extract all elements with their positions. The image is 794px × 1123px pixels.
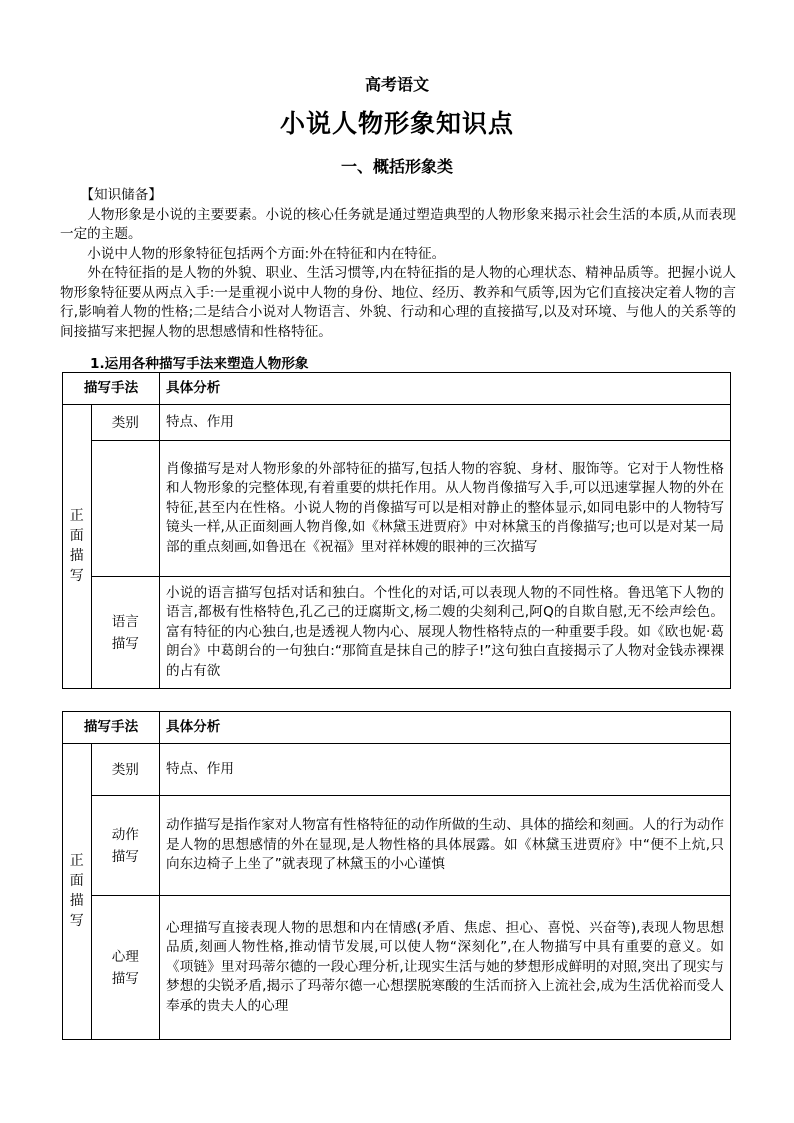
table-row [63,405,731,441]
table-header-method: 描写手法 [63,712,160,744]
table-header-analysis: 具体分析 [160,373,731,405]
table-header-method: 描写手法 [63,373,160,405]
analysis-cell: 特点、作用 [160,405,731,441]
section-heading: 一、概括形象类 [340,157,453,176]
category-cell: 类别 [91,405,159,441]
table-row [63,577,731,689]
subject-heading: 高考语文 [364,75,429,94]
category-cell [91,441,159,577]
category-cell: 动作描写 [91,796,159,896]
analysis-cell: 心理描写直接表现人物的思想和内在情感(矛盾、焦虑、担心、喜悦、兴奋等),表现人物思想品质,刻画人物性格,推动情节发展,可以使人物“深刻化”,在人物描写中具有重要的意义。如《项链》里对玛蒂尔德的一段心理分析,让现实生活与她的梦想形成鲜明的对照,突出了现实与梦想的尖锐矛盾,揭示了玛蒂尔德一心想摆脱寒酸的生活而挤入上流社会,成为生活优裕而受人奉承的贵夫人的心理 [160,896,731,1040]
group-label: 正面描写 [63,744,92,1040]
table-row [63,744,731,796]
analysis-cell: 动作描写是指作家对人物富有性格特征的动作所做的生动、具体的描绘和刻画。人的行为动作是人物的思想感情的外在显现,是人物性格的具体展露。如《林黛玉进贾府》中“便不上炕,只向东边椅子上坐了”就表现了林黛玉的小心谨慎 [160,796,731,896]
table-row [63,796,731,896]
description-table-1 [62,372,731,689]
intro-paragraph-3: 外在特征指的是人物的外貌、职业、生活习惯等,内在特征指的是人物的心理状态、精神品质等。把握小说人物形象特征要从两点入手:一是重视小说中人物的身份、地位、经历、教养和气质等,因为它们直接决定着人物的言行,影响着人物的性格;二是结合小说对人物语言、外貌、行动和心理的直接描写,以及对环境、与他人的关系等的间接描写来把握人物的思想感情和性格特征。 [60,265,736,340]
intro-label: 【知识储备】 [80,187,162,203]
category-cell: 类别 [91,744,159,796]
intro-paragraph-1: 人物形象是小说的主要要素。小说的核心任务就是通过塑造典型的人物形象来揭示社会生活的本质,从而表现一定的主题。 [60,206,736,242]
description-table-2 [62,711,731,1040]
table-header-row [63,712,731,744]
page-title: 小说人物形象知识点 [279,109,514,138]
intro-paragraph-2: 小说中人物的形象特征包括两个方面:外在特征和内在特征。 [87,245,446,262]
knowledge-intro [60,186,736,342]
category-cell: 心理描写 [91,896,159,1040]
table-header-analysis: 具体分析 [160,712,731,744]
analysis-cell: 小说的语言描写包括对话和独白。个性化的对话,可以表现人物的不同性格。鲁迅笔下人物的语言,都极有性格特色,孔乙己的迂腐斯文,杨二嫂的尖刻利己,阿Q的自欺自慰,无不绘声绘色。富有特征的内心独白,也是透视人物内心、展现人物性格特点的一种重要手段。如《欧也妮·葛朗台》中葛朗台的一句独白:“那简直是抹自己的脖子!”这句独白直接揭示了人物对金钱赤裸裸的占有欲 [160,577,731,689]
subheading: 1.运用各种描写手法来塑造人物形象 [90,356,309,372]
analysis-cell: 特点、作用 [160,744,731,796]
group-label: 正面描写 [63,405,92,689]
table-row [63,441,731,577]
analysis-cell: 肖像描写是对人物形象的外部特征的描写,包括人物的容貌、身材、服饰等。它对于人物性格和人物形象的完整体现,有着重要的烘托作用。从人物肖像描写入手,可以迅速掌握人物的外在特征,甚至内在性格。小说人物的肖像描写可以是相对静止的整体显示,如同电影中的人物特写镜头一样,从正面刻画人物肖像,如《林黛玉进贾府》中对林黛玉的肖像描写;也可以是对某一局部的重点刻画,如鲁迅在《祝福》里对祥林嫂的眼神的三次描写 [160,441,731,577]
table-header-row [63,373,731,405]
table-row [63,896,731,1040]
category-cell: 语言描写 [91,577,159,689]
